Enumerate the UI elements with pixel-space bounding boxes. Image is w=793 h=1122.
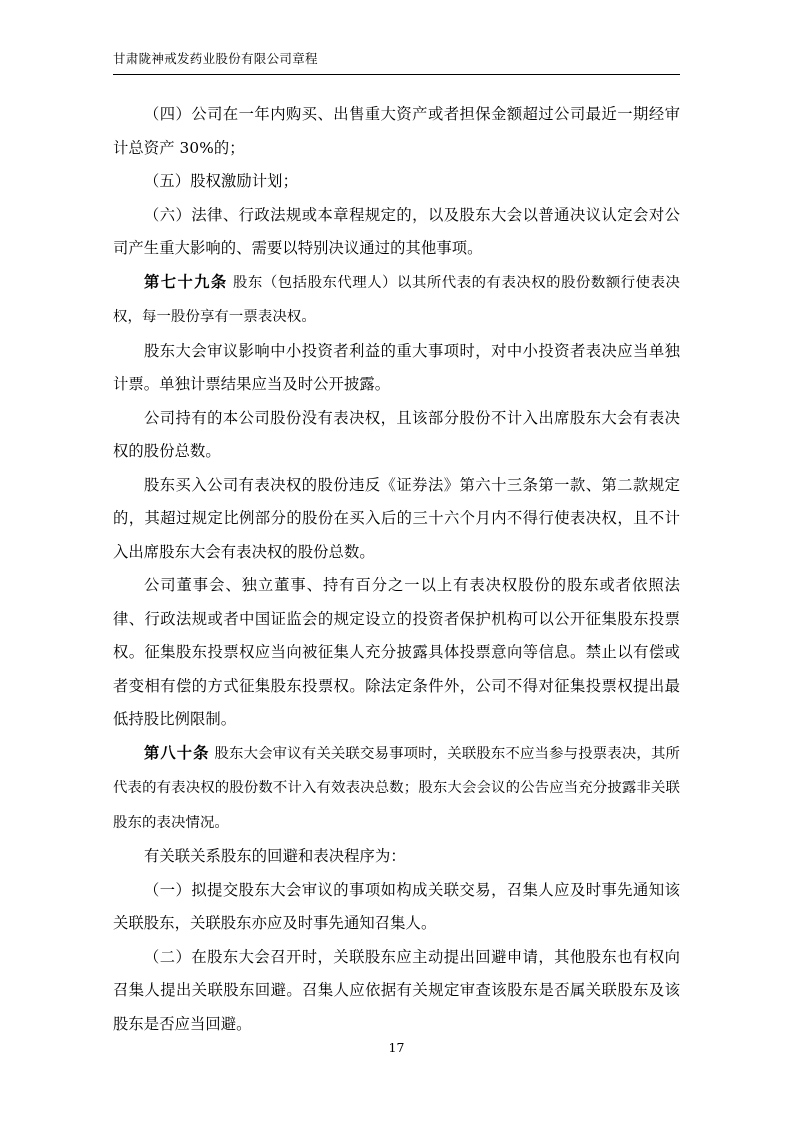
paragraph-article-80 [113,737,680,841]
page-header: 甘肃陇神戒发药业股份有限公司章程 [113,51,318,66]
paragraph-79-4: 股东买入公司有表决权的股份违反《证券法》第六十三条第一款、第二款规定的，其超过规定比例部分的股份在买入后的三十六个月内不得行使表决权，且不计入出席股东大会有表决权的股份总数。 [113,475,680,561]
article-label-80: 第八十条 [144,743,210,762]
paragraph-79-5: 公司董事会、独立董事、持有百分之一以上有表决权股份的股东或者依照法律、行政法规或者中国证监会的规定设立的投资者保护机构可以公开征集股东投票权。征集股东投票权应当向被征集人充分披露具体投票意向等信息。禁止以有偿或者变相有偿的方式征集股东投票权。除法定条件外，公司不得对征集投票权提出最低持股比例限制。 [113,576,680,728]
paragraph-article-79 [113,266,680,335]
article-label-79: 第七十九条 [144,272,228,291]
paragraph-80-item-1: （一）拟提交股东大会审议的事项如构成关联交易，召集人应及时事先通知该关联股东，关联股东亦应及时事先通知召集人。 [113,880,680,932]
paragraph-item-6: （六）法律、行政法规或本章程规定的，以及股东大会以普通决议认定会对公司产生重大影响的、需要以特别决议通过的其他事项。 [113,205,680,257]
paragraph-79-3: 公司持有的本公司股份没有表决权，且该部分股份不计入出席股东大会有表决权的股份总数。 [113,408,680,460]
article-text-80: 股东大会审议有关关联交易事项时，关联股东不应当参与投票表决，其所代表的有表决权的股份数不计入有效表决总数；股东大会会议的公告应当充分披露非关联股东的表决情况。 [113,745,681,831]
paragraph-80-item-2: （二）在股东大会召开时，关联股东应主动提出回避申请，其他股东也有权向召集人提出关联股东回避。召集人应依据有关规定审查该股东是否属关联股东及该股东是否应当回避。 [113,947,680,1033]
paragraph-79-2: 股东大会审议影响中小投资者利益的重大事项时，对中小投资者表决应当单独计票。单独计票结果应当及时公开披露。 [113,341,680,393]
header-divider [113,74,680,75]
page-number: 17 [388,1040,405,1055]
paragraph-item-5: （五）股权激励计划； [144,172,298,190]
article-text-79: 股东（包括股东代理人）以其所代表的有表决权的股份数额行使表决权，每一股份享有一票表决权。 [113,274,680,325]
document-body [113,98,680,1041]
paragraph-item-4: （四）公司在一年内购买、出售重大资产或者担保金额超过公司最近一期经审计总资产 30%的； [113,105,680,157]
paragraph-80-2: 有关联关系股东的回避和表决程序为： [144,847,406,865]
